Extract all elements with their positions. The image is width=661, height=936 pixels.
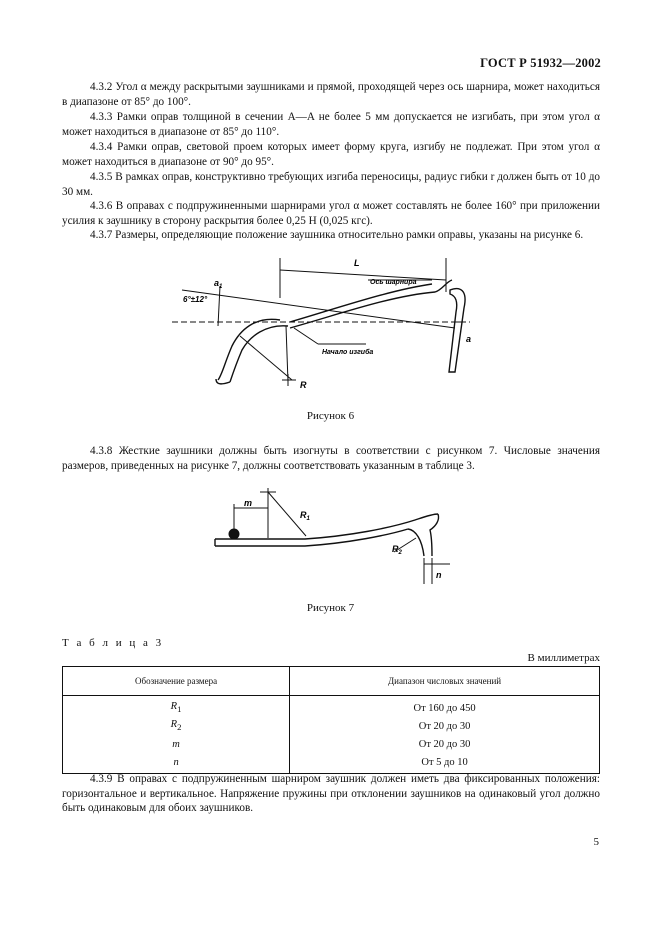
hinge-outline bbox=[449, 289, 465, 372]
size-range-cell: От 5 до 10 bbox=[290, 753, 600, 774]
paragraph-text: 4.3.6 В оправах с подпружиненными шарнирами угол α может составлять не более 160° при приложении усилия к заушнику в сторону раскрытия более 0,25 Н (0,025 кгс). bbox=[62, 200, 600, 227]
label-r2: $R_2$ bbox=[392, 544, 402, 556]
table-row bbox=[63, 696, 600, 718]
size-range-cell: От 20 до 30 bbox=[290, 735, 600, 753]
temple-outline bbox=[290, 284, 432, 322]
label-bend-start: Начало изгиба bbox=[322, 349, 374, 356]
paragraph-text: 4.3.3 Рамки оправ толщиной в сечении A—A не более 5 мм допускается не изгибать, при этом угол α может находиться в диапазоне от 85° до 110°. bbox=[62, 111, 600, 138]
paragraph-4-3-8 bbox=[62, 444, 600, 473]
column-header: Обозначение размера bbox=[63, 667, 290, 696]
label-a1: $a_1$ bbox=[214, 278, 223, 290]
size-range-cell: От 20 до 30 bbox=[290, 717, 600, 735]
dimension-l-line bbox=[280, 270, 446, 280]
temple-outline bbox=[290, 280, 452, 328]
label-hinge-axis: Ось шарнира bbox=[370, 279, 417, 286]
standard-header: ГОСТ Р 51932—2002 bbox=[480, 56, 601, 70]
page-number: 5 bbox=[593, 836, 599, 848]
label-a: a bbox=[466, 334, 472, 344]
label-n: n bbox=[436, 570, 442, 580]
size-name-cell: $R_1$ bbox=[63, 696, 290, 718]
table-3-label: Т а б л и ц а 3 bbox=[62, 637, 164, 649]
dimension-line bbox=[218, 286, 220, 326]
label-r1: $R_1$ bbox=[300, 510, 310, 522]
temple-bend bbox=[430, 514, 439, 556]
figure-6-caption: Рисунок 6 bbox=[306, 410, 355, 422]
radius-line bbox=[286, 326, 288, 382]
paragraph-text: 4.3.5 В рамках оправ, конструктивно требующих изгиба переносицы, радиус гибки r должен быть от 10 до 30 мм. bbox=[62, 171, 600, 198]
label-angle: 6°±12° bbox=[183, 295, 208, 304]
label-m: m bbox=[244, 498, 253, 508]
label-r: R bbox=[300, 380, 307, 390]
temple-outline bbox=[215, 529, 408, 546]
table-row bbox=[63, 753, 600, 774]
frame-outline bbox=[230, 326, 288, 382]
leader-line bbox=[294, 328, 318, 344]
figure-7-caption: Рисунок 7 bbox=[306, 602, 355, 614]
paragraph-text: 4.3.4 Рамки оправ, световой проем которых имеет форму круга, изгибу не подлежат. При этом угол α может находиться в диапазоне от 90° до 95°. bbox=[62, 141, 600, 168]
size-name-cell: $R_2$ bbox=[63, 717, 290, 735]
figure-7-drawing bbox=[210, 478, 450, 590]
table-3-units: В миллиметрах bbox=[527, 652, 600, 664]
paragraph-4-3-3 bbox=[62, 110, 600, 139]
paragraph-4-3-4 bbox=[62, 140, 600, 169]
paragraph-text: 4.3.8 Жесткие заушники должны быть изогнуты в соответствии с рисунком 7. Числовые значения размеров, приведенных на рисунке 7, должны соответствовать указанным в таблице 3. bbox=[62, 445, 600, 472]
temple-bend bbox=[408, 529, 424, 556]
paragraph-4-3-6 bbox=[62, 199, 600, 228]
paragraph-text: 4.3.7 Размеры, определяющие положение заушника относительно рамки оправы, указаны на рисунке 6. bbox=[90, 229, 584, 241]
radius-line bbox=[240, 336, 292, 380]
column-header: Диапазон числовых значений bbox=[290, 667, 600, 696]
paragraph-text: 4.3.2 Угол α между раскрытыми заушниками и прямой, проходящей через ось шарнира, может находиться в диапазоне от 85° до 100°. bbox=[62, 81, 600, 108]
size-name-cell: m bbox=[63, 735, 290, 753]
figure-6-drawing bbox=[170, 250, 480, 400]
label-l: L bbox=[354, 258, 360, 268]
frame-outline bbox=[218, 319, 280, 380]
table-3 bbox=[62, 666, 600, 774]
size-range-cell: От 160 до 450 bbox=[290, 696, 600, 718]
size-name-cell: n bbox=[63, 753, 290, 774]
table-header-row bbox=[63, 667, 600, 696]
paragraph-4-3-7 bbox=[62, 228, 600, 243]
paragraph-4-3-5 bbox=[62, 170, 600, 199]
paragraph-4-3-9 bbox=[62, 772, 600, 816]
paragraph-text: 4.3.9 В оправах с подпружиненным шарниром заушник должен иметь два фиксированных положения: горизонтальное и вертикальное. Напряжение пружины при отклонении заушников на одинаковый угол должно быть одинаковым для обоих заушников. bbox=[62, 773, 600, 815]
table-row bbox=[63, 735, 600, 753]
table-row bbox=[63, 717, 600, 735]
paragraph-4-3-2 bbox=[62, 80, 600, 109]
temple-outline bbox=[215, 514, 438, 539]
